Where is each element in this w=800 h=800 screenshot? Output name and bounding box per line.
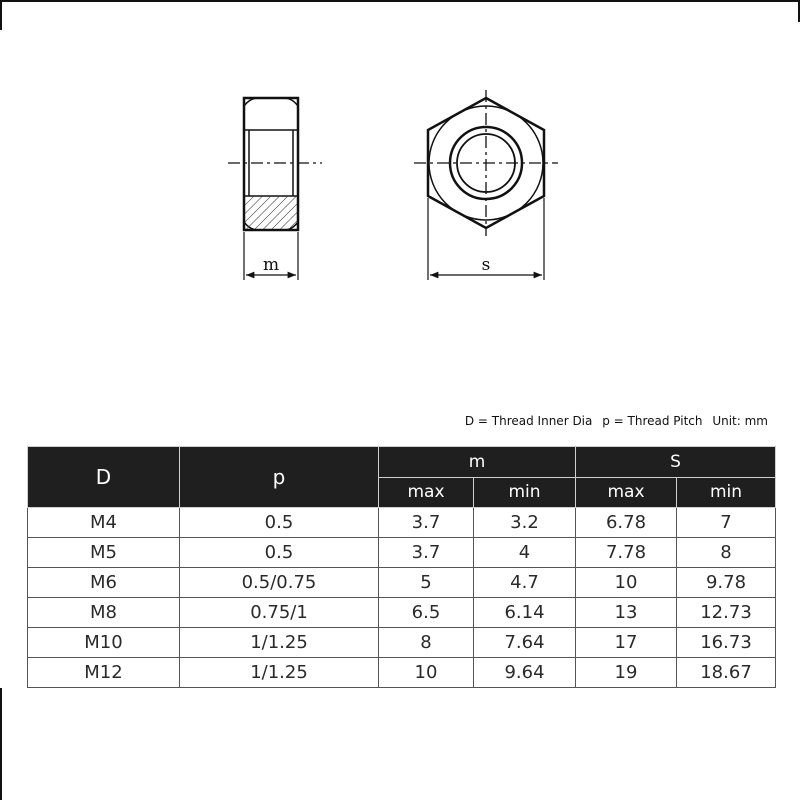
s-dimension-label: s (481, 255, 491, 275)
legend-thread-pitch: p = Thread Pitch (602, 414, 703, 428)
image-border-left-lower (0, 688, 2, 800)
cell-s-min: 16.73 (677, 628, 776, 658)
header-s-max: max (576, 477, 677, 508)
cell-m-min: 7.64 (474, 628, 576, 658)
cell-p: 0.5 (180, 538, 379, 568)
header-p: p (180, 447, 379, 508)
nut-dimension-table (27, 446, 776, 688)
cell-m-max: 5 (379, 568, 474, 598)
header-s-min: min (677, 477, 776, 508)
cell-d: M5 (28, 538, 180, 568)
cell-d: M4 (28, 508, 180, 538)
legend-thread-inner-dia: D = Thread Inner Dia (464, 414, 593, 428)
cell-p: 0.5/0.75 (180, 568, 379, 598)
cell-p: 1/1.25 (180, 658, 379, 688)
cell-m-min: 4.7 (474, 568, 576, 598)
legend-unit: Unit: mm (712, 414, 768, 428)
nut-front-view (414, 90, 558, 280)
cell-s-min: 7 (677, 508, 776, 538)
cell-d: M12 (28, 658, 180, 688)
header-m-max: max (379, 477, 474, 508)
cell-m-max: 6.5 (379, 598, 474, 628)
cell-m-max: 3.7 (379, 538, 474, 568)
cell-m-min: 6.14 (474, 598, 576, 628)
cell-s-min: 12.73 (677, 598, 776, 628)
m-dimension-label: m (262, 255, 280, 275)
table-row (28, 628, 776, 658)
cell-d: M6 (28, 568, 180, 598)
header-s: S (576, 447, 776, 478)
cell-s-max: 7.78 (576, 538, 677, 568)
cell-d: M10 (28, 628, 180, 658)
legend-line (420, 414, 768, 428)
cell-p: 0.5 (180, 508, 379, 538)
cell-m-max: 3.7 (379, 508, 474, 538)
table-row (28, 598, 776, 628)
table-row (28, 538, 776, 568)
cell-m-max: 8 (379, 628, 474, 658)
table-row (28, 658, 776, 688)
header-d: D (28, 447, 180, 508)
cell-s-min: 9.78 (677, 568, 776, 598)
nut-side-view (228, 98, 322, 280)
table-row (28, 508, 776, 538)
cell-s-max: 13 (576, 598, 677, 628)
cell-p: 0.75/1 (180, 598, 379, 628)
cell-m-min: 3.2 (474, 508, 576, 538)
cell-s-max: 17 (576, 628, 677, 658)
table-row (28, 568, 776, 598)
cell-s-max: 19 (576, 658, 677, 688)
cell-d: M8 (28, 598, 180, 628)
cell-s-min: 8 (677, 538, 776, 568)
cell-m-min: 4 (474, 538, 576, 568)
cell-m-min: 9.64 (474, 658, 576, 688)
cell-s-max: 6.78 (576, 508, 677, 538)
section-hatching (245, 196, 297, 229)
cell-p: 1/1.25 (180, 628, 379, 658)
cell-s-max: 10 (576, 568, 677, 598)
table-header-row (28, 447, 776, 478)
header-m-min: min (474, 477, 576, 508)
cell-s-min: 18.67 (677, 658, 776, 688)
cell-m-max: 10 (379, 658, 474, 688)
header-m: m (379, 447, 576, 478)
